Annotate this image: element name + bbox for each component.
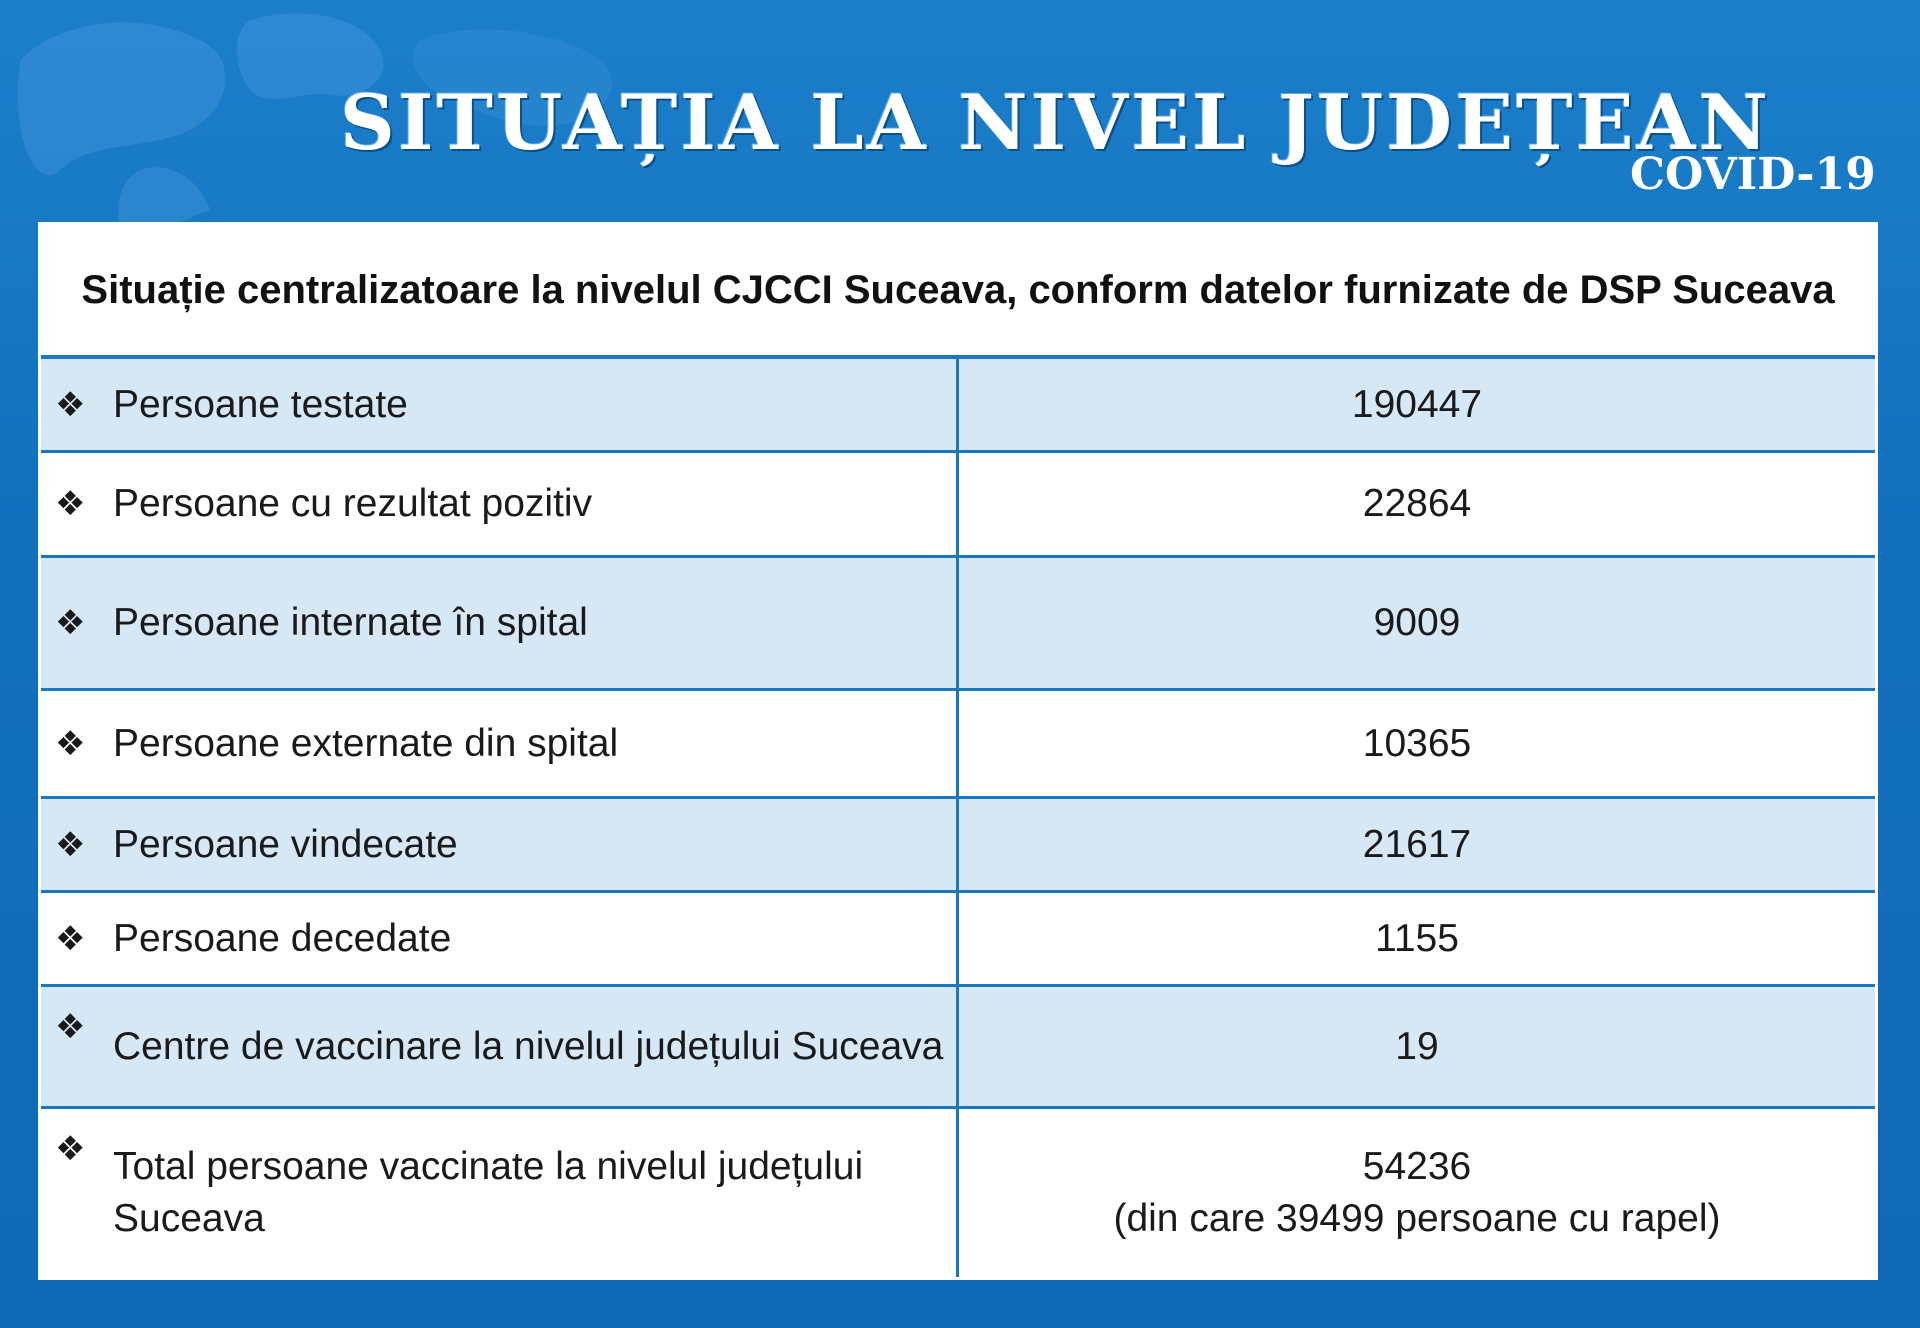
table-row [41, 1109, 1875, 1277]
row-value-cell [959, 558, 1875, 688]
row-label: Centre de vaccinare la nivelul județului Suceava [113, 1024, 944, 1068]
row-value-note: (din care 39499 persoane cu rapel) [1113, 1197, 1721, 1240]
row-value: 21617 [1362, 822, 1472, 866]
row-label: Total persoane vaccinate la nivelul județului Suceava [113, 1145, 864, 1240]
table-row [41, 453, 1875, 558]
row-label: Persoane vindecate [113, 822, 458, 866]
table-heading: Situație centralizatoare la nivelul CJCCI Suceava, conform datelor furnizate de DSP Suceava [41, 225, 1875, 359]
table-row [41, 893, 1875, 987]
row-label-cell [41, 799, 959, 890]
row-value-cell [959, 453, 1875, 555]
row-value-cell [959, 893, 1875, 984]
row-label-cell [41, 987, 959, 1106]
row-value: 54236 [1362, 1145, 1472, 1188]
row-label-cell [41, 893, 959, 984]
row-value-cell [959, 1109, 1875, 1277]
row-value: 9009 [1373, 601, 1461, 644]
page-title: SITUAȚIA LA NIVEL JUDEȚEAN [340, 78, 1771, 167]
row-label: Persoane testate [113, 382, 408, 426]
row-value: 19 [1395, 1024, 1439, 1068]
row-label: Persoane externate din spital [113, 721, 619, 765]
diamond-bullet-icon: ❖ [55, 824, 86, 865]
diamond-bullet-icon: ❖ [55, 1129, 86, 1169]
diamond-bullet-icon: ❖ [55, 723, 86, 764]
diamond-bullet-icon: ❖ [55, 1007, 86, 1047]
row-value: 1155 [1375, 916, 1459, 960]
table-row [41, 558, 1875, 691]
diamond-bullet-icon: ❖ [55, 484, 86, 524]
row-label-cell [41, 1109, 959, 1277]
row-value-cell [959, 799, 1875, 890]
covid-badge: COVID-19 [1630, 149, 1876, 200]
row-value-cell [959, 691, 1875, 796]
row-label: Persoane decedate [113, 916, 452, 960]
row-label-cell [41, 691, 959, 796]
diamond-bullet-icon: ❖ [55, 384, 86, 425]
table-row [41, 987, 1875, 1109]
row-value-cell [959, 987, 1875, 1106]
row-label-cell [41, 359, 959, 450]
table-row [41, 799, 1875, 893]
row-label: Persoane internate în spital [113, 601, 588, 644]
row-value: 190447 [1351, 382, 1483, 426]
row-value: 22864 [1362, 482, 1472, 525]
diamond-bullet-icon: ❖ [55, 918, 86, 959]
row-label: Persoane cu rezultat pozitiv [113, 482, 593, 525]
row-value: 10365 [1362, 721, 1472, 765]
statistics-table [38, 222, 1878, 1280]
table-row [41, 691, 1875, 799]
table-row [41, 359, 1875, 453]
row-label-cell [41, 558, 959, 688]
diamond-bullet-icon: ❖ [55, 603, 86, 643]
row-value-cell [959, 359, 1875, 450]
row-label-cell [41, 453, 959, 555]
